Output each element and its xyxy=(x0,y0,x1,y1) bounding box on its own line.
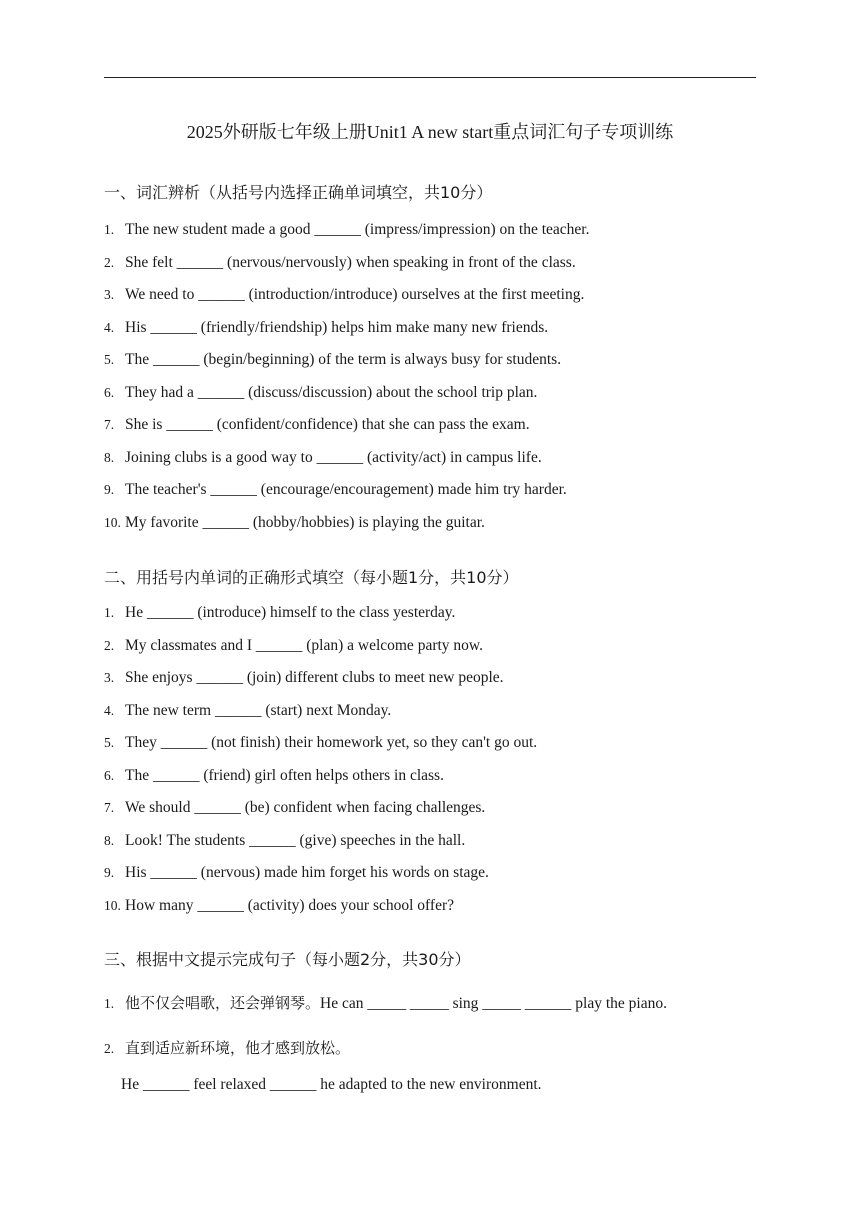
list-item: 3. She enjoys ______ (join) different clubs to meet new people. xyxy=(104,669,504,686)
list-item: 8. Joining clubs is a good way to ______ (activity/act) in campus life. xyxy=(104,449,542,466)
list-item: 9. His ______ (nervous) made him forget his words on stage. xyxy=(104,864,489,881)
list-item: 5. The ______ (begin/beginning) of the term is always busy for students. xyxy=(104,351,562,368)
list-item: 2. 直到适应新环境，他才感到放松。 xyxy=(104,1039,351,1057)
list-item: 10. My favorite ______ (hobby/hobbies) is playing the guitar. xyxy=(104,514,485,531)
answer-line: He ______ feel relaxed ______ he adapted to the new environment. xyxy=(121,1076,542,1093)
document-title: 2025外研版七年级上册Unit1 A new start重点词汇句子专项训练 xyxy=(186,122,674,142)
list-item: 8. Look! The students ______ (give) speeches in the hall. xyxy=(104,832,466,849)
list-item: 7. She is ______ (confident/confidence) that she can pass the exam. xyxy=(104,416,530,433)
list-item: 1. The new student made a good ______ (impress/impression) on the teacher. xyxy=(104,221,590,238)
list-item: 3. We need to ______ (introduction/introduce) ourselves at the first meeting. xyxy=(104,286,585,303)
list-item: 9. The teacher's ______ (encourage/encouragement) made him try harder. xyxy=(104,481,567,498)
list-item: 2. My classmates and I ______ (plan) a welcome party now. xyxy=(104,637,483,654)
list-item: 10. How many ______ (activity) does your school offer? xyxy=(104,897,455,914)
header-rule xyxy=(104,77,756,78)
list-item: 6. The ______ (friend) girl often helps others in class. xyxy=(104,767,444,784)
list-item: 4. The new term ______ (start) next Monday. xyxy=(104,702,392,719)
list-item: 1. 他不仅会唱歌，还会弹钢琴。He can _____ _____ sing _____ ______ play the piano. xyxy=(104,994,667,1012)
list-item: 5. They ______ (not finish) their homework yet, so they can't go out. xyxy=(104,734,538,751)
list-item: 4. His ______ (friendly/friendship) helps him make many new friends. xyxy=(104,319,549,336)
section-heading-3: 三、根据中文提示完成句子（每小题2分，共30分） xyxy=(104,950,471,969)
list-item: 7. We should ______ (be) confident when facing challenges. xyxy=(104,799,486,816)
section-heading-1: 一、词汇辨析（从括号内选择正确单词填空，共10分） xyxy=(104,183,493,202)
list-item: 1. He ______ (introduce) himself to the class yesterday. xyxy=(104,604,456,621)
section-heading-2: 二、用括号内单词的正确形式填空（每小题1分，共10分） xyxy=(104,568,519,587)
list-item: 6. They had a ______ (discuss/discussion) about the school trip plan. xyxy=(104,384,538,401)
list-item: 2. She felt ______ (nervous/nervously) when speaking in front of the class. xyxy=(104,254,576,271)
